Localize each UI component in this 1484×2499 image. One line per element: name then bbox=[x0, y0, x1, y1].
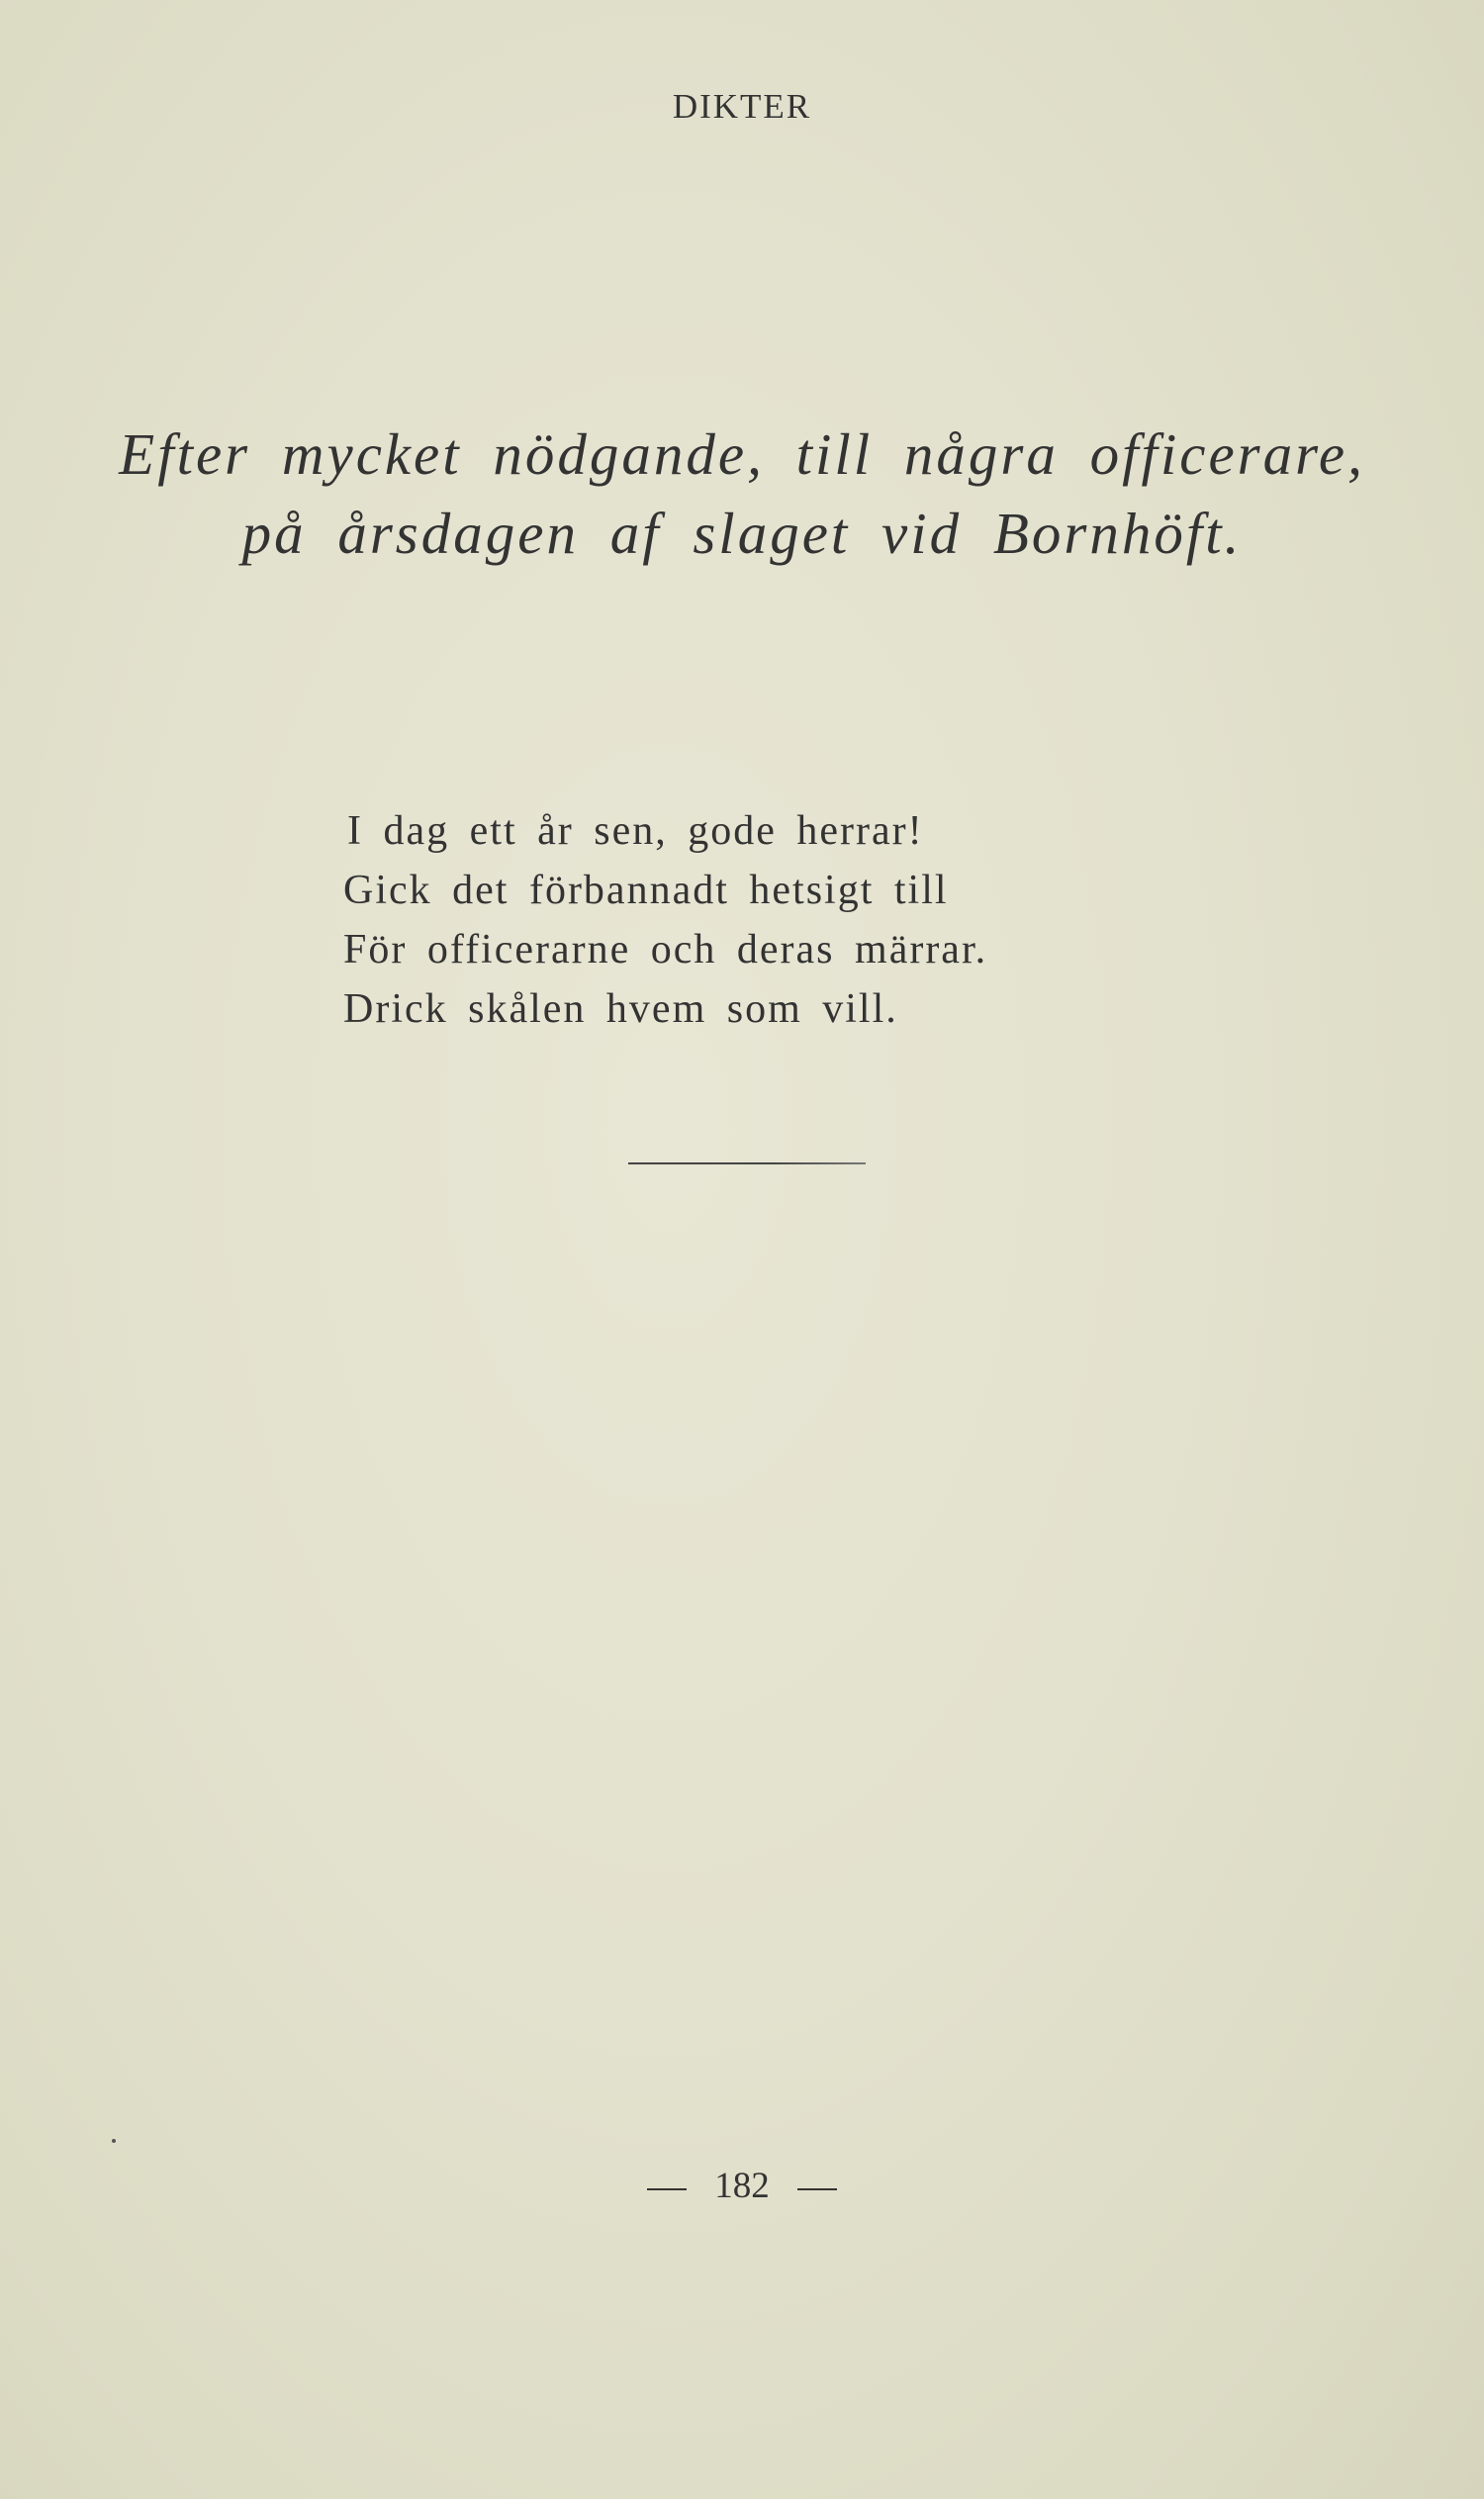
verse-line: Drick skålen hvem som vill. bbox=[343, 986, 898, 1032]
verse-line: Gick det förbannadt hetsigt till bbox=[343, 868, 949, 913]
page-number: 182 bbox=[714, 2166, 770, 2206]
poem-stanza bbox=[343, 801, 1234, 1039]
verse-line: För officerarne och deras märrar. bbox=[343, 927, 988, 972]
folio-dash-right bbox=[797, 2188, 837, 2190]
section-divider bbox=[628, 1162, 866, 1164]
poem-title-line-2: på årsdagen af slaget vid Bornhöft. bbox=[241, 501, 1243, 566]
poem-title-line-1: Efter mycket nödgande, till några officerare, bbox=[119, 421, 1365, 487]
verse-line: I dag ett år sen, gode herrar! bbox=[347, 808, 924, 854]
paper-speck bbox=[112, 2139, 116, 2143]
running-head: DIKTER bbox=[672, 87, 812, 126]
folio-dash-left bbox=[647, 2188, 687, 2190]
page-folio bbox=[0, 2165, 1484, 2207]
